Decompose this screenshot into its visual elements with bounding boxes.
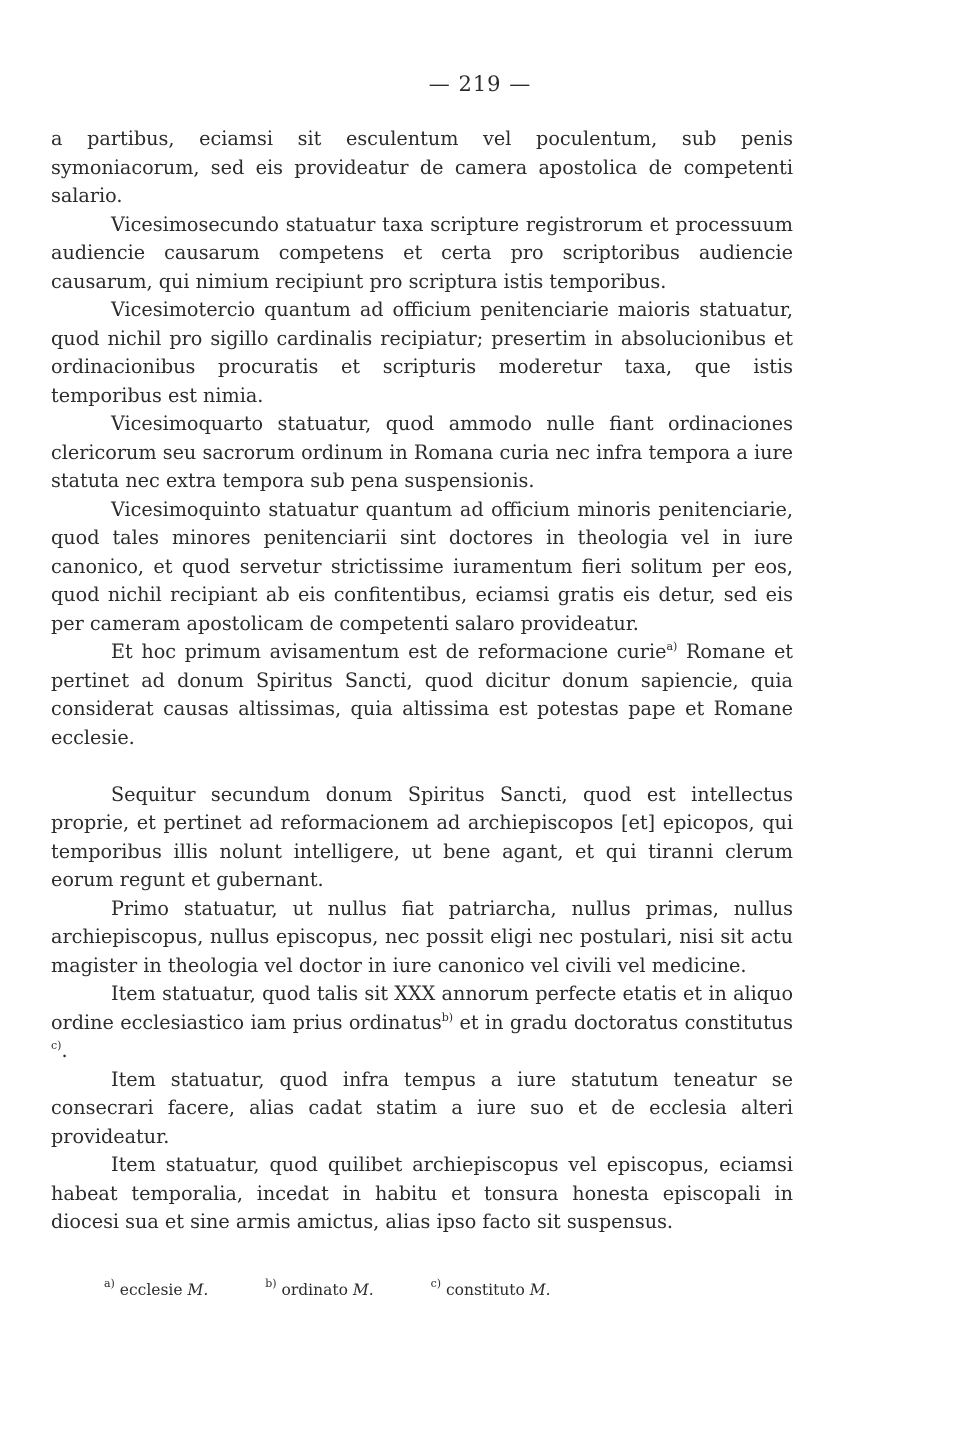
footnote-mark: b) <box>265 1277 277 1290</box>
paragraph: Vicesimosecundo statuatur taxa scripture registrorum et processuum audiencie causarum competens et certa pro scriptoribus audiencie causarum, qui nimium recipiunt pro scriptura istis temporibus. <box>51 212 793 293</box>
paragraph <box>51 638 793 752</box>
paragraph-text: Item statuatur, quod talis sit XXX annorum perfecte etatis et in aliquo ordine ecclesiastico iam prius ordinatus <box>51 982 793 1034</box>
paragraph: Vicesimotercio quantum ad officium penitenciarie maioris statuatur, quod nichil pro sigillo cardinalis recipiatur; presertim in absolucionibus et ordinacionibus procuratis et scripturis moderetur taxa, que istis temporibus est nimia. <box>51 298 793 407</box>
paragraph-text: et in gradu doctoratus constitutus <box>453 1010 793 1034</box>
paragraph: Primo statuatur, ut nullus fiat patriarcha, nullus primas, nullus archiepiscopus, nullus episcopus, nec possit eligi nec postulari, nisi sit actu magister in theologia vel doctor in iure canonico vel civili vel medicine. <box>51 896 793 977</box>
paragraph: Sequitur secundum donum Spiritus Sancti, quod est intellectus proprie, et pertinet ad reformacionem ad archiepiscopos [et] epicopos, qui temporibus illis nolunt intelligere, ut bene agant, et qui tiranni clerum eorum regunt et gubernant. <box>51 782 793 891</box>
footnote-reference: c) <box>51 1039 62 1052</box>
paragraph-text: . <box>61 1039 68 1062</box>
footnote-siglum: M. <box>352 1281 374 1299</box>
footnote-siglum: M. <box>529 1281 551 1299</box>
paragraph <box>51 980 793 1066</box>
paragraph: Item statuatur, quod infra tempus a iure statutum teneatur se consecrari facere, alias cadat statim a iure suo et de ecclesia alteri provideatur. <box>51 1067 793 1148</box>
footnote-mark: c) <box>430 1277 442 1290</box>
footnote-reference: b) <box>441 1010 454 1024</box>
paragraph-text: Romane et pertinet ad donum Spiritus Sancti, quod dicitur donum sapiencie, quia considerat causas altissimas, quia altissima est potestas pape et Romane ecclesie. <box>51 640 794 749</box>
paragraph: a partibus, eciamsi sit esculentum vel poculentum, sub penis symoniacorum, sed eis provideatur de camera apostolica de competenti salario. <box>51 127 793 207</box>
footnote <box>265 1277 374 1299</box>
paragraph: Vicesimoquarto statuatur, quod ammodo nulle fiant ordinaciones clericorum seu sacrorum ordinum in Romana curia nec infra tempora a iure statuta nec extra tempora sub pena suspensionis. <box>51 412 793 492</box>
footnote-text: constituto <box>441 1281 530 1299</box>
footnote-mark: a) <box>104 1277 115 1290</box>
footnote <box>430 1277 551 1299</box>
paragraph-text: Et hoc primum avisamentum est de reformacione curie <box>111 640 667 663</box>
footnote <box>104 1277 209 1299</box>
footnote-text: ecclesie <box>114 1281 188 1299</box>
paragraph: Vicesimoquinto statuatur quantum ad officium minoris penitenciarie, quod tales minores penitenciarii sint doctores in theologia vel in iure canonico, et quod servetur strictissime iuramentum fieri solitum per eos, quod nichil recipiant ab eis confitentibus, eciamsi gratis eis detur, sed eis per cameram apostolicam de competenti salaro provideatur. <box>51 497 793 635</box>
body-text <box>51 125 793 1237</box>
footnote-text: ordinato <box>276 1281 353 1299</box>
footnotes <box>104 1277 804 1299</box>
footnote-reference: a) <box>666 640 678 653</box>
page-number: — 219 — <box>428 72 532 96</box>
footnote-siglum: M. <box>187 1281 209 1299</box>
paragraph: Item statuatur, quod quilibet archiepiscopus vel episcopus, eciamsi habeat temporalia, incedat in habitu et tonsura honesta episcopali in diocesi sua et sine armis amictus, alias ipso facto sit suspensus. <box>51 1153 793 1233</box>
